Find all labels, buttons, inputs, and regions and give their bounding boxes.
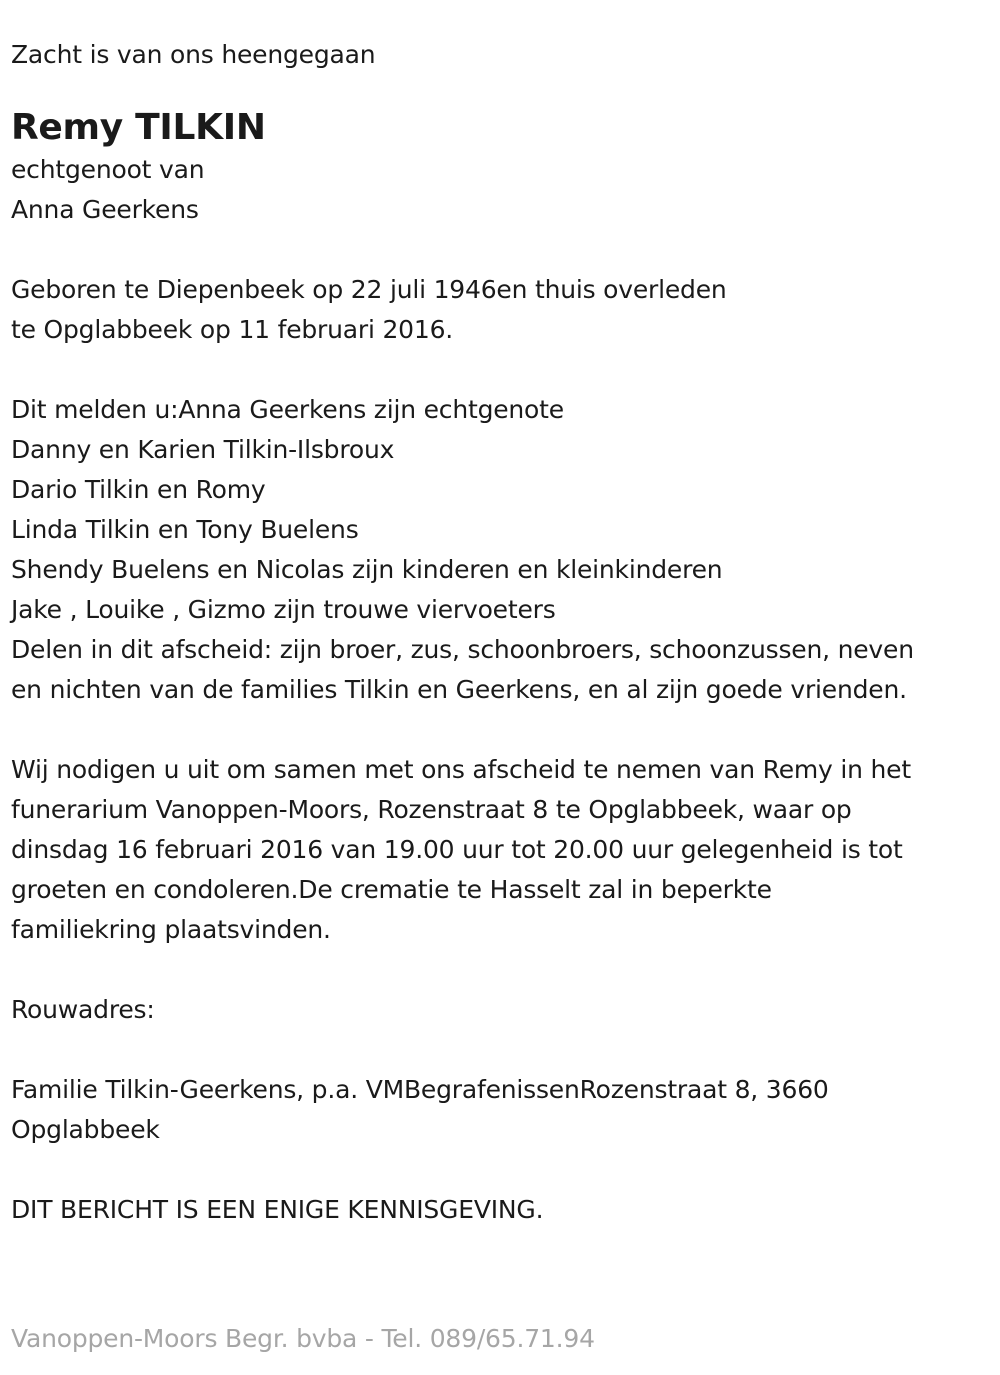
family-line: Delen in dit afscheid: zijn broer, zus, schoonbroers, schoonzussen, neven — [11, 635, 914, 664]
family-line: Danny en Karien Tilkin-Ilsbroux — [11, 435, 395, 464]
spacer — [11, 1150, 988, 1190]
deceased-name: Remy TILKIN — [11, 107, 266, 148]
spouse-name: Anna Geerkens — [11, 195, 199, 224]
obituary-notice — [0, 35, 1000, 1375]
closing-statement: DIT BERICHT IS EEN ENIGE KENNISGEVING. — [11, 1195, 544, 1224]
family-line: en nichten van de families Tilkin en Geerkens, en al zijn goede vrienden. — [11, 675, 907, 704]
spacer — [11, 950, 988, 990]
family-line: Linda Tilkin en Tony Buelens — [11, 515, 359, 544]
family-line: Dit melden u:Anna Geerkens zijn echtgenote — [11, 395, 564, 424]
address-label: Rouwadres: — [11, 995, 155, 1024]
invitation-line: funerarium Vanoppen-Moors, Rozenstraat 8 te Opglabbeek, waar op — [11, 795, 852, 824]
intro-text: Zacht is van ons heengegaan — [11, 40, 376, 69]
address-line: Opglabbeek — [11, 1115, 160, 1144]
invitation-section — [11, 750, 988, 950]
address-line: Familie Tilkin-Geerkens, p.a. VMBegrafenissenRozenstraat 8, 3660 — [11, 1075, 829, 1104]
spacer — [11, 710, 988, 750]
birth-death-line: te Opglabbeek op 11 februari 2016. — [11, 315, 454, 344]
invitation-line: familiekring plaatsvinden. — [11, 915, 331, 944]
invitation-line: dinsdag 16 februari 2016 van 19.00 uur tot 20.00 uur gelegenheid is tot — [11, 835, 903, 864]
address-section — [11, 1070, 988, 1150]
family-section — [11, 390, 988, 710]
spacer — [11, 350, 988, 390]
spacer — [11, 1030, 988, 1070]
spouse-label: echtgenoot van — [11, 155, 205, 184]
birth-death-line: Geboren te Diepenbeek op 22 juli 1946en thuis overleden — [11, 275, 727, 304]
invitation-line: Wij nodigen u uit om samen met ons afscheid te nemen van Remy in het — [11, 755, 911, 784]
funeral-home-footer: Vanoppen-Moors Begr. bvba - Tel. 089/65.71.94 — [11, 1324, 595, 1353]
invitation-line: groeten en condoleren.De crematie te Hasselt zal in beperkte — [11, 875, 772, 904]
family-line: Jake , Louike , Gizmo zijn trouwe viervoeters — [11, 595, 556, 624]
family-line: Dario Tilkin en Romy — [11, 475, 266, 504]
spacer — [11, 230, 988, 270]
family-line: Shendy Buelens en Nicolas zijn kinderen en kleinkinderen — [11, 555, 723, 584]
